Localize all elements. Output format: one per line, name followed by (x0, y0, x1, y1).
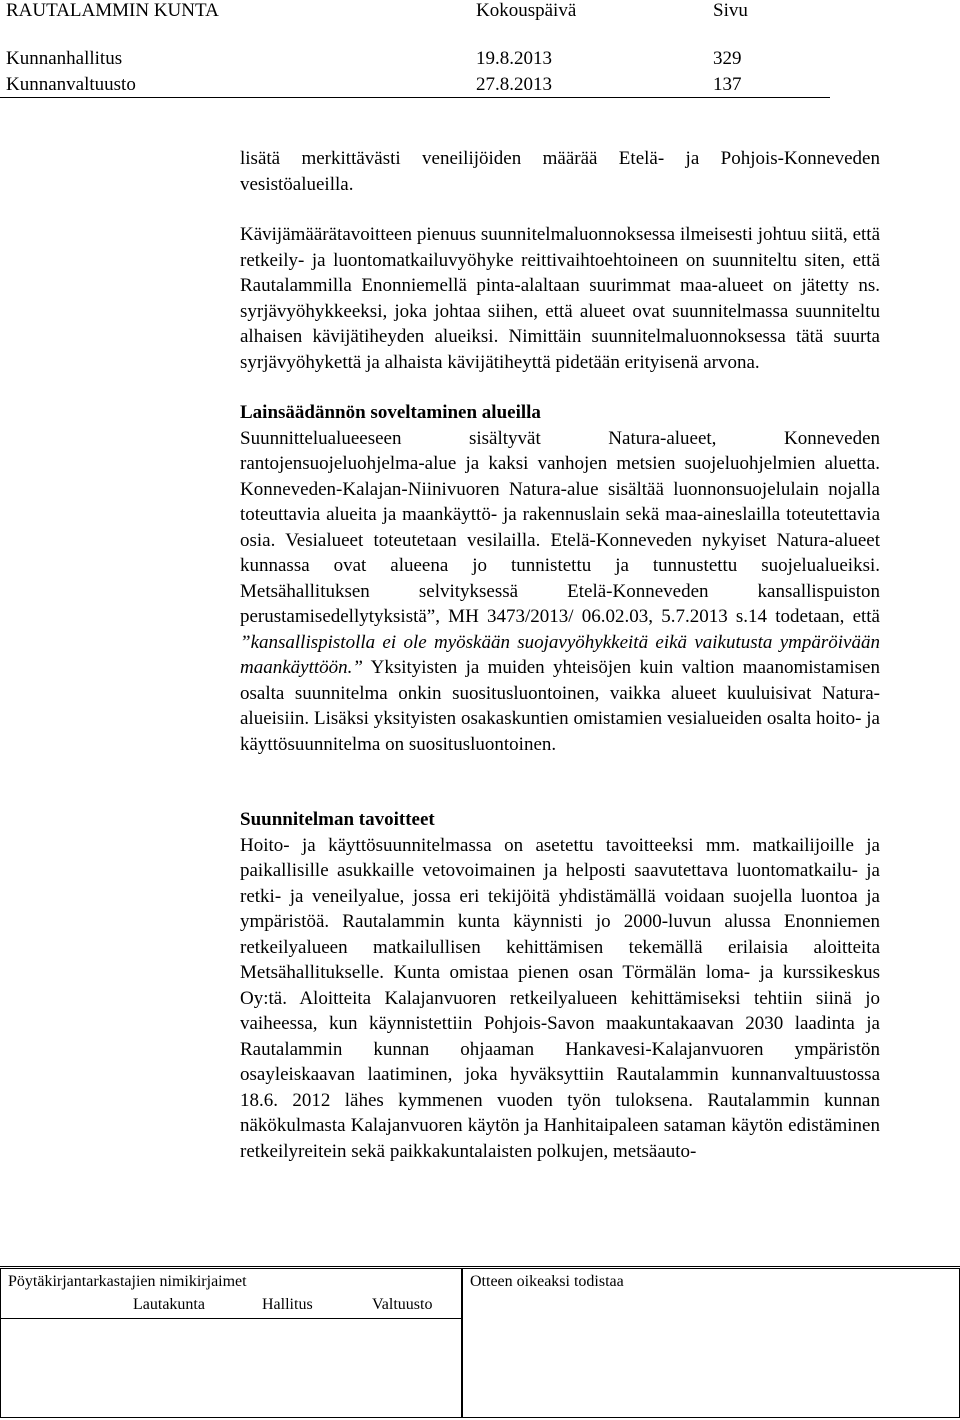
paragraph-4: Hoito- ja käyttösuunnitelmassa on asetettu tavoitteeksi mm. matkailijoille ja paikallisille asukkaille vetovoimainen ja helposti saavutettava luontomatkailu- ja retki- ja veneilyalue, jossa eri tekijöitä yhdistämällä voidaan suojella luontoa ja ympäristöä. Rautalammin kunta käynnisti jo 2000-luvun alussa Enonniemen retkeilyalueen matkailullisen kehittämisen tekemällä erilaisia aloitteita Metsähallitukselle. Kunta omistaa pienen osan Törmälän loma- ja kurssikeskus Oy:tä. Aloitteita Kalajanvuoren retkeilyalueen kehittämiseksi tehtiin siinä jo vaiheessa, kun käynnistettiin Pohjois-Savon maakuntakaavan 2030 laadinta ja Rautalammin kunnan ohjaaman Hankavesi-Kalajanvuoren ympäristön osayleiskaavan laatiminen, joka hyväksyttiin Rautalammin kunnanvaltuustossa 18.6. 2012 lähes kymmenen vuoden työn tuloksena. Rautalammin kunnan näkökulmasta Kalajanvuoren käytön ja Hanhitaipaleen sataman käytön edistäminen retkeilyreitein sekä paikkakuntalaisten polkujen, metsäauto- (240, 834, 880, 1162)
signatures-title: Pöytäkirjantarkastajien nimikirjaimet (8, 1273, 247, 1290)
paragraph-1: lisätä merkittävästi veneilijöiden määrää Etelä- ja Pohjois-Konneveden vesistöalueilla. (240, 148, 880, 195)
footer-rule (0, 1266, 960, 1267)
paragraph-3-quote: ”kansallispistolla ei ole myöskään suojavyöhykkeitä eikä vaikutusta ympäröivään maankäyttöön.” (240, 631, 880, 678)
document-body (240, 146, 880, 1164)
header-date-2: 27.8.2013 (476, 74, 552, 95)
header-page-1: 329 (713, 48, 742, 69)
signatures-divider (0, 1318, 462, 1319)
meeting-date-label: Kokouspäivä (476, 0, 577, 21)
paragraph-3 (240, 426, 880, 758)
section-heading-legislation: Lainsäädännön soveltaminen alueilla (240, 402, 541, 423)
header-underline (0, 97, 830, 98)
column-council: Valtuusto (372, 1296, 433, 1313)
header-body-1: Kunnanhallitus (6, 48, 123, 69)
header-date-1: 19.8.2013 (476, 48, 552, 69)
page-label: Sivu (713, 0, 748, 21)
section-heading-goals: Suunnitelman tavoitteet (240, 809, 435, 830)
certified-copy-label: Otteen oikeaksi todistaa (470, 1273, 624, 1290)
column-committee: Lautakunta (133, 1296, 205, 1313)
paragraph-3-part-b: Yksityisten ja muiden yhteisöjen kuin valtion maanomistamisen osalta suunnitelma onkin suositusluontoinen, vaikka alueet kuuluisivat Natura-alueisiin. Lisäksi yksityisten osakaskuntien omistamien vesialueiden osalta hoito- ja käyttösuunnitelma on suositusluontoinen. (240, 657, 880, 755)
header-body-2: Kunnanvaltuusto (6, 74, 136, 95)
header-page-2: 137 (713, 74, 742, 95)
paragraph-2: Kävijämäärätavoitteen pienuus suunnitelmaluonnoksessa ilmeisesti johtuu siitä, että retkeily- ja luontomatkailuvyöhyke reittivaihtoehtoineen on suunniteltu siten, että Rautalammilla Enonniemellä pinta-alaltaan suurimmat maa-alueet on jätetty ns. syrjävyöhykkeeksi, joka johtaa siihen, että alueet ovat suunnitelmassa suunniteltu alhaisen kävijätiheyden alueiksi. Nimittäin suunnitelmaluonnoksessa tätä suurta syrjävyöhykettä ja alhaista kävijätiheyttä pidetään erityisenä arvona. (240, 224, 880, 373)
paragraph-3-part-a: Suunnittelualueeseen sisältyvät Natura-alueet, Konneveden rantojensuojeluohjelma-alue ja kaksi vanhojen metsien suojeluohjelmien aluetta. Konneveden-Kalajan-Niinivuoren Natura-alue sisältää luonnonsuojelulain nojalla toteuttavia alueita ja maankäyttö- ja rakennuslain sekä maa-aineslailla toteutettavia osia. Vesialueet toteutetaan vesilailla. Etelä-Konneveden nykyiset Natura-alueet kunnassa ovat alueena jo tunnistettu ja tunnustettu suojelualueiksi. Metsähallituksen selvityksessä Etelä-Konneveden kansallispuiston perustamisedellytyksistä”, MH 3473/2013/ 06.02.03, 5.7.2013 s.14 todetaan, että (240, 427, 880, 627)
column-board: Hallitus (262, 1296, 313, 1313)
municipality-name: RAUTALAMMIN KUNTA (6, 0, 219, 21)
